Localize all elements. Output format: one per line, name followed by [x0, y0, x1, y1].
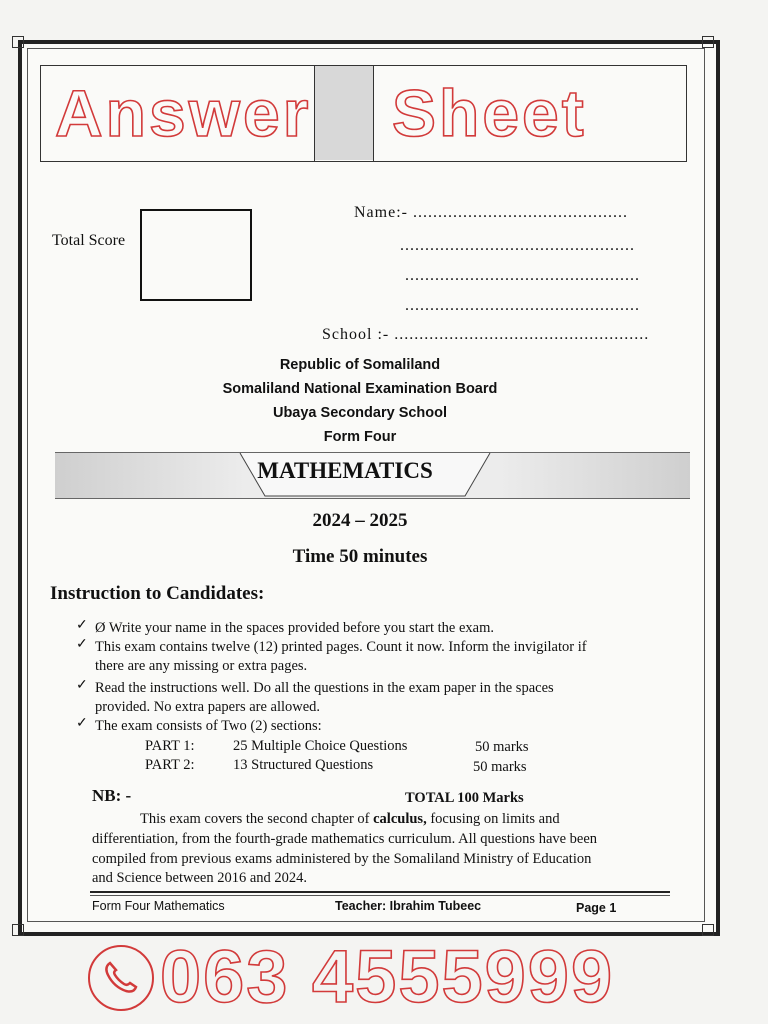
whatsapp-icon: [88, 945, 154, 1011]
corner-mark: [702, 924, 714, 936]
check-icon: ✓: [76, 637, 88, 652]
part-desc: 13 Structured Questions: [233, 757, 374, 773]
exam-year: 2024 – 2025: [312, 510, 408, 531]
footer-page: Page 1: [576, 901, 617, 915]
subject-title: MATHEMATICS: [257, 458, 433, 483]
form-line: Form Four: [323, 429, 397, 445]
check-icon: ✓: [76, 618, 88, 633]
corner-mark: [12, 924, 24, 936]
nb-text: This exam covers the second chapter of: [140, 811, 374, 827]
footer-subject: Form Four Mathematics: [92, 899, 225, 913]
part-label: PART 1:: [145, 738, 195, 754]
instruction-item-cont: provided. No extra papers are allowed.: [95, 699, 321, 715]
nb-emphasis: calculus,: [373, 811, 427, 827]
name-field[interactable]: Name:- ...........................................: [354, 204, 628, 221]
instruction-item-cont: there are any missing or extra pages.: [95, 658, 308, 674]
instructions-title: Instruction to Candidates:: [50, 583, 265, 604]
nb-paragraph-line2: differentiation, from the fourth-grade mathematics curriculum. All questions have been: [92, 831, 598, 847]
name-line-3[interactable]: ...............................................: [405, 267, 640, 284]
nb-label: NB: -: [92, 786, 132, 805]
sheet-title: Sheet: [392, 76, 587, 150]
header-divider: [314, 65, 315, 162]
republic-line: Republic of Somaliland: [279, 357, 441, 373]
instruction-item: This exam contains twelve (12) printed pages. Count it now. Inform the invigilator if: [95, 639, 587, 655]
check-icon: ✓: [76, 678, 88, 693]
total-marks: TOTAL 100 Marks: [405, 790, 524, 806]
name-line-2[interactable]: ...............................................: [400, 237, 635, 254]
corner-mark: [702, 36, 714, 48]
part-marks: 50 marks: [473, 759, 527, 775]
nb-paragraph-line4: and Science between 2016 and 2024.: [92, 870, 308, 886]
instruction-item: Ø Write your name in the spaces provided before you start the exam.: [95, 620, 494, 636]
part-desc: 25 Multiple Choice Questions: [233, 738, 408, 754]
check-icon: ✓: [76, 716, 88, 731]
footer-teacher: Teacher: Ibrahim Tubeec: [335, 899, 482, 913]
nb-paragraph-line1: [140, 810, 670, 829]
total-score-label: Total Score: [52, 232, 126, 249]
corner-mark: [12, 36, 24, 48]
total-score-box[interactable]: [140, 209, 252, 301]
instruction-item: Read the instructions well. Do all the questions in the exam paper in the spaces: [95, 680, 554, 696]
part-label: PART 2:: [145, 757, 195, 773]
phone-number: 063 4555999: [160, 935, 615, 1018]
answer-title: Answer: [55, 76, 312, 150]
exam-time: Time 50 minutes: [292, 546, 428, 567]
school-field[interactable]: School :- ...................................................: [322, 326, 650, 343]
header-divider-cell: [315, 66, 373, 160]
board-line: Somaliland National Examination Board: [222, 381, 498, 397]
instruction-item: The exam consists of Two (2) sections:: [95, 718, 322, 734]
footer-rule: [90, 891, 670, 893]
name-line-4[interactable]: ...............................................: [405, 297, 640, 314]
nb-paragraph-line3: compiled from previous exams administered by the Somaliland Ministry of Education: [92, 851, 592, 867]
header-divider: [373, 65, 374, 162]
part-marks: 50 marks: [475, 739, 529, 755]
footer-rule: [90, 895, 670, 896]
nb-text: focusing on limits and: [426, 811, 560, 827]
school-line: Ubaya Secondary School: [272, 405, 448, 421]
